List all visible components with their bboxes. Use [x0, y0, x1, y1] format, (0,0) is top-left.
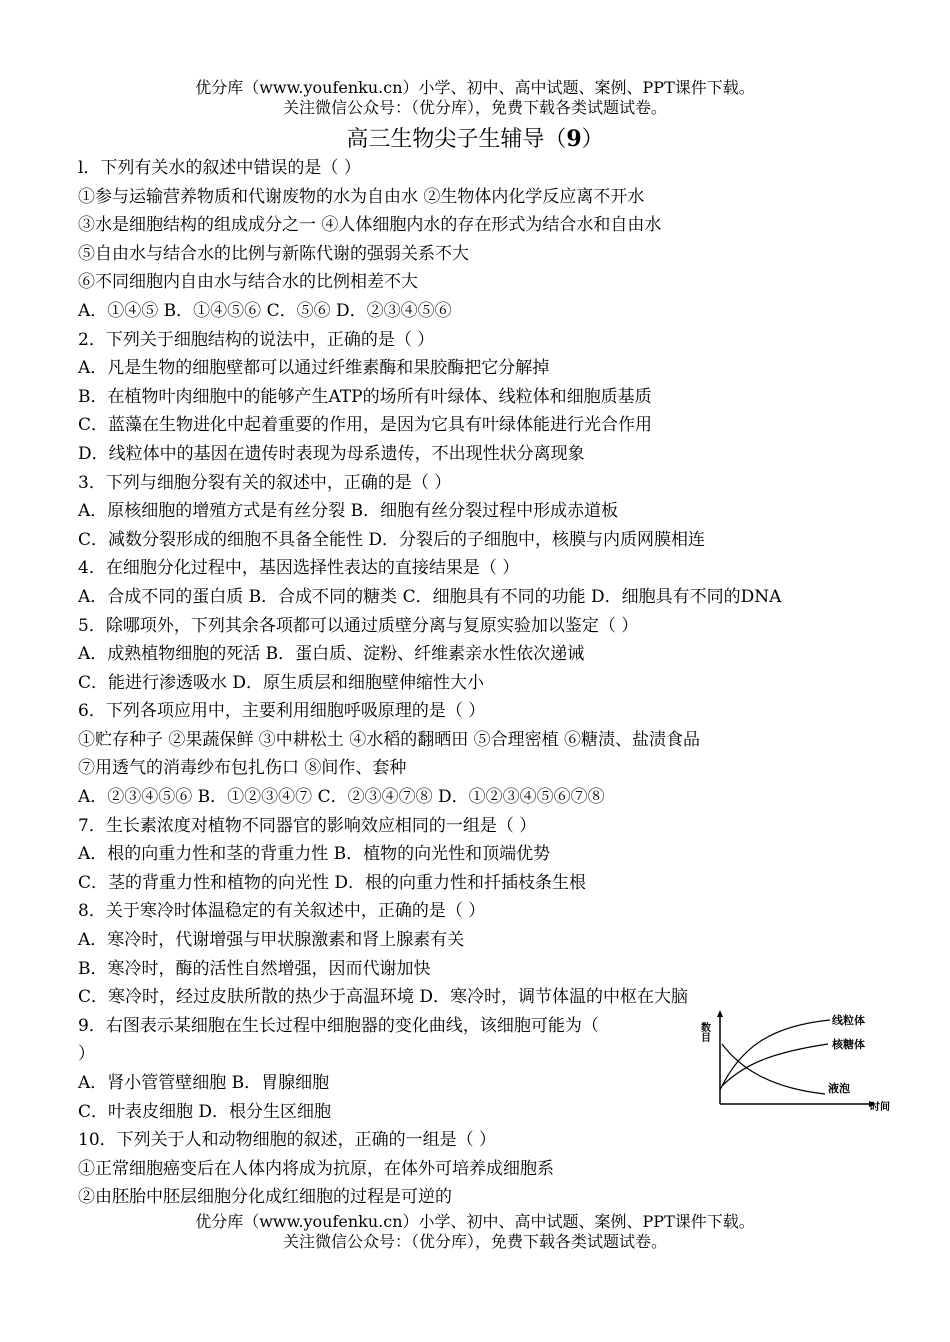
q10-statement: ②由胚胎中胚层细胞分化成红细胞的过程是可逆的 — [78, 1187, 452, 1208]
q1-statement: ①参与运输营养物质和代谢废物的水为自由水 ②生物体内化学反应离不开水 — [78, 186, 645, 207]
q3-stem: 3．下列与细胞分裂有关的叙述中，正确的是（ ） — [78, 472, 452, 493]
q1-options: A．①④⑤ B．①④⑤⑥ C．⑤⑥ D．②③④⑤⑥ — [78, 300, 452, 321]
q8-option-b: B．寒冷时，酶的活性自然增强，因而代谢加快 — [78, 958, 431, 979]
q2-option-b: B．在植物叶肉细胞中的能够产生ATP的场所有叶绿体、线粒体和细胞质基质 — [78, 386, 652, 407]
q2-option-d: D．线粒体中的基因在遗传时表现为母系遗传，不出现性状分离现象 — [78, 443, 585, 464]
q5-options-ab: A．成熟植物细胞的死活 B．蛋白质、淀粉、纤维素亲水性依次递诫 — [78, 644, 585, 665]
q5-options-cd: C．能进行渗透吸水 D．原生质层和细胞壁伸缩性大小 — [78, 672, 485, 693]
q9-stem: 9．右图表示某细胞在生长过程中细胞器的变化曲线，该细胞可能为（ — [78, 1015, 599, 1036]
q5-stem: 5．除哪项外，下列其余各项都可以通过质壁分离与复原实验加以鉴定（ ） — [78, 615, 639, 636]
page-header — [0, 78, 950, 118]
q8-stem: 8．关于寒冷时体温稳定的有关叙述中，正确的是（ ） — [78, 901, 486, 922]
q9-options-cd: C．叶表皮细胞 D．根分生区细胞 — [78, 1101, 332, 1122]
q1-stem: l．下列有关水的叙述中错误的是（ ） — [78, 158, 361, 178]
footer-line-1: 优分库（www.youfenku.cn）小学、初中、高中试题、案例、PPT课件下载。 — [195, 1212, 755, 1231]
q3-options-ab: A．原核细胞的增殖方式是有丝分裂 B．细胞有丝分裂过程中形成赤道板 — [78, 501, 619, 522]
q7-options-ab: A．根的向重力性和茎的背重力性 B．植物的向光性和顶端优势 — [78, 844, 551, 865]
page-title: 高三生物尖子生辅导（9） — [346, 126, 604, 152]
q2-option-c: C．蓝藻在生物进化中起着重要的作用，是因为它具有叶绿体能进行光合作用 — [78, 415, 653, 436]
q6-items: ⑦用透气的消毒纱布包扎伤口 ⑧间作、套种 — [78, 758, 407, 779]
q3-options-cd: C．减数分裂形成的细胞不具备全能性 D．分裂后的子细胞中，核膜与内质网膜相连 — [78, 529, 706, 550]
q10-stem: 10．下列关于人和动物细胞的叙述，正确的一组是（ ） — [78, 1130, 497, 1151]
ribosome-curve — [722, 1044, 828, 1086]
q6-stem: 6．下列各项应用中，主要利用细胞呼吸原理的是（ ） — [78, 701, 486, 722]
q4-options: A．合成不同的蛋白质 B．合成不同的糖类 C．细胞具有不同的功能 D．细胞具有不同的DNA — [78, 586, 782, 607]
curve-label-vacuole: 液泡 — [828, 1082, 850, 1095]
footer-line-2: 关注微信公众号：（优分库），免费下载各类试题试卷。 — [282, 1232, 667, 1251]
header-line-1: 优分库（www.youfenku.cn）小学、初中、高中试题、案例、PPT课件下载。 — [195, 78, 755, 97]
q6-items: ①贮存种子 ②果蔬保鲜 ③中耕松土 ④水稻的翻晒田 ⑤合理密植 ⑥糖渍、盐渍食品 — [78, 729, 701, 750]
q2-stem: 2．下列关于细胞结构的说法中，正确的是（ ） — [78, 329, 435, 350]
q2-option-a: A．凡是生物的细胞壁都可以通过纤维素酶和果胶酶把它分解掉 — [78, 358, 550, 379]
q4-stem: 4．在细胞分化过程中，基因选择性表达的直接结果是（ ） — [78, 558, 520, 579]
q1-statement: ③水是细胞结构的组成成分之一 ④人体细胞内水的存在形式为结合水和自由水 — [78, 215, 662, 236]
curve-label-ribosome: 核糖体 — [832, 1038, 865, 1051]
curve-label-mitochondria: 线粒体 — [832, 1014, 865, 1027]
q9-options-ab: A．肾小管管壁细胞 B．胃腺细胞 — [78, 1073, 330, 1093]
q10-statement: ①正常细胞癌变后在人体内将成为抗原，在体外可培养成细胞系 — [78, 1158, 554, 1179]
page-footer — [0, 1212, 950, 1252]
header-line-2: 关注微信公众号：（优分库），免费下载各类试题试卷。 — [282, 98, 667, 117]
q7-stem: 7．生长素浓度对植物不同器官的影响效应相同的一组是（ ） — [78, 815, 537, 836]
q8-option-a: A．寒冷时，代谢增强与甲状腺激素和肾上腺素有关 — [78, 930, 465, 951]
q6-options: A．②③④⑤⑥ B．①②③④⑦ C．②③④⑦⑧ D．①②③④⑤⑥⑦⑧ — [78, 787, 605, 808]
q9-stem-close: ） — [78, 1044, 95, 1065]
y-axis-arrow — [717, 1010, 723, 1017]
q7-options-cd: C．茎的背重力性和植物的向光性 D．根的向重力性和扦插枝条生根 — [78, 872, 587, 893]
vacuole-curve — [722, 1044, 825, 1094]
q1-statement: ⑥不同细胞内自由水与结合水的比例相差不大 — [78, 272, 418, 293]
x-axis-label: 时间 — [870, 1102, 890, 1113]
organelle-curve-figure — [700, 1008, 900, 1114]
y-axis-label: 数目 — [698, 1022, 710, 1042]
q8-options-cd: C．寒冷时，经过皮肤所散的热少于高温环境 D．寒冷时，调节体温的中枢在大脑 — [78, 987, 689, 1008]
q1-statement: ⑤自由水与结合水的比例与新陈代谢的强弱关系不大 — [78, 243, 469, 264]
